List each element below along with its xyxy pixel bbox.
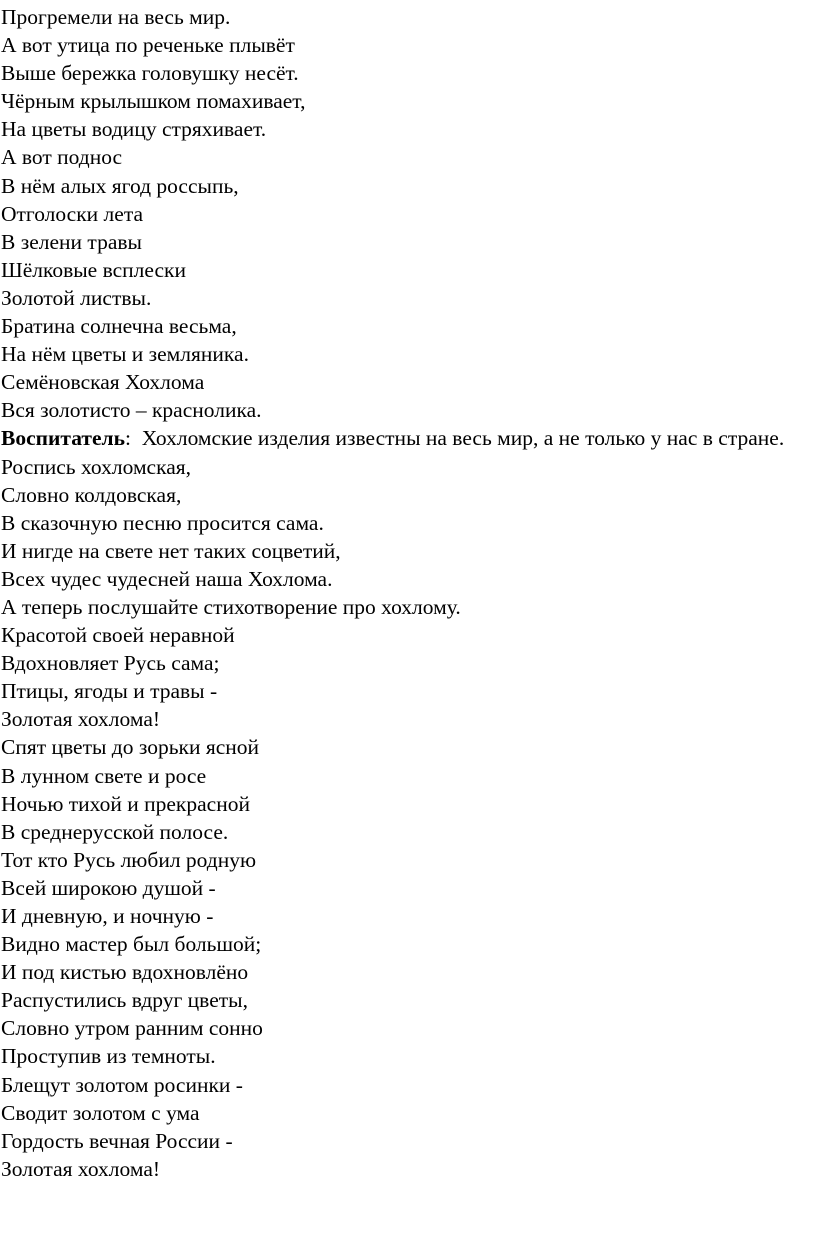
text-line: Братина солнечна весьма, [1,314,237,339]
text-line: Выше бережка головушку несёт. [1,61,299,86]
poem-block-first [1,3,813,424]
text-line: Чёрным крылышком помахивает, [1,89,306,114]
text-line: Сводит золотом с ума [1,1100,200,1125]
text-line: Шёлковые всплески [1,257,186,282]
text-line: И под кистью вдохновлёно [1,960,249,985]
text-line: В лунном свете и росе [1,763,207,788]
text-line: Птицы, ягоды и травы - [1,679,218,704]
text-line: Распустились вдруг цветы, [1,988,248,1013]
text-line: В зелени травы [1,229,142,254]
text-line: Семёновская Хохлома [1,370,205,395]
text-line: Всей широкою душой - [1,875,216,900]
text-line: Красотой своей неравной [1,623,235,648]
text-line: И нигде на свете нет таких соцветий, [1,538,341,563]
text-line: Словно утром ранним сонно [1,1016,263,1041]
text-line: Отголоски лета [1,201,144,226]
text-line: В нём алых ягод россыпь, [1,173,239,198]
text-line: Золотой листвы. [1,285,152,310]
text-line: И дневную, и ночную - [1,904,214,928]
text-line: А вот утица по реченьке плывёт [1,33,295,58]
text-line: Ночью тихой и прекрасной [1,791,250,816]
text-line: Видно мастер был большой; [1,932,262,957]
text-line: Прогремели на весь мир. [1,5,231,29]
text-line: В сказочную песню просится сама. [1,510,324,535]
text-line: Вдохновляет Русь сама; [1,651,220,676]
text-line: Спят цветы до зорьки ясной [1,735,260,760]
text-line: Словно колдовская, [1,482,182,507]
speech-text: Хохломские изделия известны на весь мир, а не только у нас в стране. [130,426,785,451]
speaker-label: Воспитатель [1,426,125,451]
text-line: А теперь послушайте стихотворение про хохлому. [1,594,461,619]
speaker-separator: : [124,426,131,451]
text-line: На цветы водицу стряхивает. [1,117,267,142]
teacher-speech [1,424,813,452]
text-line: Роспись хохломская, [1,454,192,479]
poem-block-second [1,453,813,1183]
text-line: Золотая хохлома! [1,1156,161,1181]
text-line: В среднерусской полосе. [1,819,229,844]
text-line: Тот кто Русь любил родную [1,847,257,872]
text-line: Проступив из темноты. [1,1044,216,1069]
text-line: Всех чудес чудесней наша Хохлома. [1,566,333,591]
text-line: А вот поднос [1,145,123,170]
text-line: Золотая хохлома! [1,707,161,732]
text-line: Вся золотисто – краснолика. [1,398,262,423]
text-line: На нём цветы и земляника. [1,342,249,367]
text-line: Гордость вечная России - [1,1128,233,1153]
text-line: Блещут золотом росинки - [1,1072,243,1097]
document-body [1,3,813,1183]
